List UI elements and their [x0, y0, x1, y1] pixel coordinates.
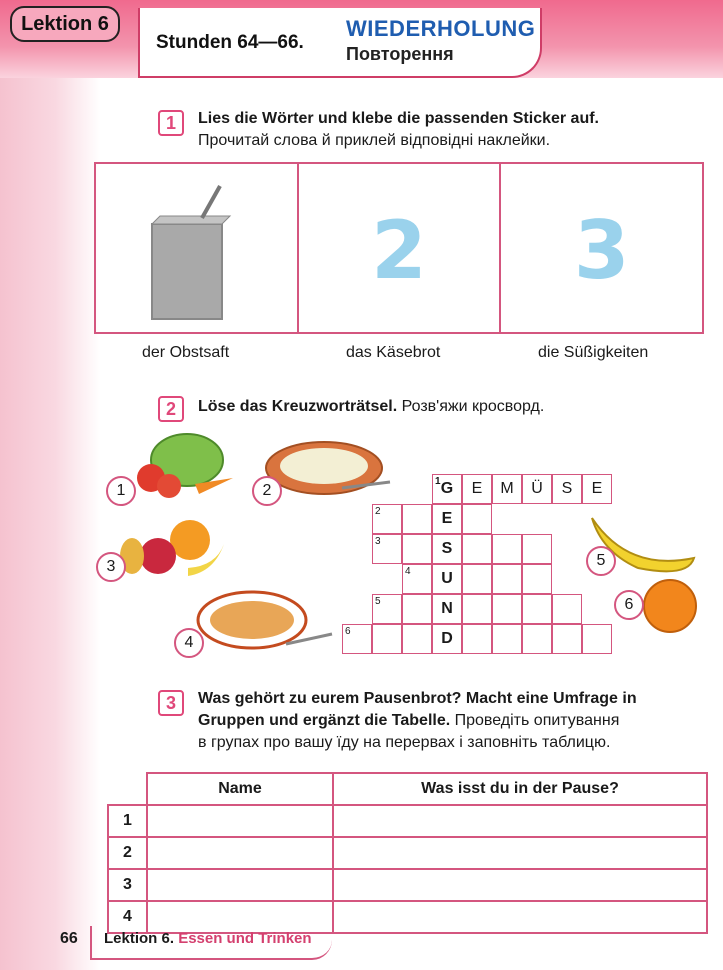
crossword-cell[interactable]	[462, 564, 492, 594]
exercise-3-number: 3	[158, 690, 184, 716]
crossword-cell[interactable]	[522, 534, 552, 564]
crossword-cell[interactable]	[462, 624, 492, 654]
lektion-tab: Lektion 6	[10, 6, 120, 42]
exercise-3-title-de-1: Was gehört zu eurem Pausenbrot? Macht eine Umfrage in	[198, 690, 637, 707]
row-number: 2	[108, 837, 147, 869]
exercise-1-title-uk: Прочитай слова й приклей відповідні наклейки.	[198, 132, 551, 149]
crossword-cell[interactable]: 3	[372, 534, 402, 564]
sticker-cell-2[interactable]	[299, 164, 502, 332]
exercise-3-title-uk-1: Проведіть опитування	[454, 712, 620, 729]
sticker-row	[94, 162, 704, 334]
exercise-2-title-uk: Розв'яжи кросворд.	[401, 398, 545, 415]
name-cell[interactable]	[147, 837, 333, 869]
page-number: 66	[60, 930, 78, 947]
footer-lektion: Lektion 6.	[104, 930, 175, 947]
crossword-cell[interactable]	[462, 534, 492, 564]
picture-number-4: 4	[174, 628, 204, 658]
crossword-cell[interactable]: 4	[402, 564, 432, 594]
crossword-cell[interactable]	[522, 564, 552, 594]
crossword-cell[interactable]: S	[432, 534, 462, 564]
crossword-cell[interactable]	[492, 534, 522, 564]
soup-bowl-icon	[196, 590, 336, 660]
exercise-3-title-uk-2: в групах про вашу їду на перервах і заповніть таблицю.	[198, 734, 611, 751]
section-title-uk: Повторення	[346, 44, 454, 64]
answer-cell[interactable]	[333, 869, 707, 901]
exercise-2-title	[198, 396, 544, 417]
sticker-cell-3[interactable]	[501, 164, 702, 332]
table-row	[108, 805, 707, 837]
crossword-cell[interactable]: E	[462, 474, 492, 504]
crossword-cell[interactable]	[522, 594, 552, 624]
crossword-cell[interactable]: E	[432, 504, 462, 534]
answer-cell[interactable]	[333, 901, 707, 933]
crossword-cell[interactable]	[492, 594, 522, 624]
crossword-cell[interactable]: 1 G	[432, 474, 462, 504]
left-margin-band	[0, 0, 100, 970]
exercise-2-number: 2	[158, 396, 184, 422]
picture-number-1: 1	[106, 476, 136, 506]
row-number: 3	[108, 869, 147, 901]
sticker-cell-juice[interactable]	[96, 164, 299, 332]
caption-obstsaft: der Obstsaft	[142, 344, 230, 361]
row-number: 1	[108, 805, 147, 837]
exercise-3-title-de-2: Gruppen und ergänzt die Tabelle.	[198, 712, 451, 729]
exercise-2-title-de: Löse das Kreuzworträtsel.	[198, 398, 398, 415]
crossword-cell[interactable]	[402, 594, 432, 624]
table-header-row	[108, 773, 707, 805]
vegetables-icon	[125, 432, 235, 502]
crossword-cell[interactable]: U	[432, 564, 462, 594]
table-row	[108, 837, 707, 869]
crossword-cell[interactable]	[462, 504, 492, 534]
crossword-cell[interactable]	[492, 564, 522, 594]
table-row	[108, 869, 707, 901]
crossword-cell[interactable]: Ü	[522, 474, 552, 504]
orange-icon	[636, 574, 706, 634]
crossword-cell[interactable]	[372, 624, 402, 654]
crossword-cell[interactable]: S	[552, 474, 582, 504]
crossword-cell[interactable]: M	[492, 474, 522, 504]
sticker-placeholder-2: 2	[371, 204, 427, 297]
crossword-cell[interactable]	[402, 624, 432, 654]
crossword-cell[interactable]: 5	[372, 594, 402, 624]
exercise-1-title-de: Lies die Wörter und klebe die passenden Sticker auf.	[198, 110, 599, 127]
column-header-name: Name	[147, 773, 333, 805]
crossword-cell[interactable]: 2	[372, 504, 402, 534]
crossword-cell[interactable]	[552, 594, 582, 624]
survey-table	[107, 772, 708, 934]
crossword-cell[interactable]	[552, 624, 582, 654]
row-number: 4	[108, 901, 147, 933]
crossword-cell[interactable]	[582, 624, 612, 654]
section-title-de: WIEDERHOLUNG	[346, 16, 536, 41]
crossword-cell[interactable]: D	[432, 624, 462, 654]
sticker-placeholder-3: 3	[573, 204, 630, 297]
exercise-3-title-line-2	[198, 710, 619, 731]
name-cell[interactable]	[147, 869, 333, 901]
picture-number-6: 6	[614, 590, 644, 620]
answer-cell[interactable]	[333, 837, 707, 869]
crossword-cell[interactable]	[402, 534, 432, 564]
crossword-cell[interactable]: N	[432, 594, 462, 624]
column-header-question: Was isst du in der Pause?	[333, 773, 707, 805]
crossword-cell[interactable]	[462, 594, 492, 624]
crossword-cell[interactable]	[492, 624, 522, 654]
crossword-cell[interactable]	[522, 624, 552, 654]
stunden-label: Stunden 64—66.	[156, 32, 304, 53]
answer-cell[interactable]	[333, 805, 707, 837]
caption-suessigkeiten: die Süßigkeiten	[538, 344, 649, 361]
crossword-cell[interactable]: E	[582, 474, 612, 504]
fruits-icon	[118, 516, 228, 586]
picture-number-3: 3	[96, 552, 126, 582]
footer-title	[104, 930, 312, 947]
footer-topic: Essen und Trinken	[178, 930, 312, 947]
caption-kaesebrot: das Käsebrot	[346, 344, 441, 361]
crossword-cell[interactable]: 6	[342, 624, 372, 654]
name-cell[interactable]	[147, 805, 333, 837]
exercise-1-number: 1	[158, 110, 184, 136]
picture-number-2: 2	[252, 476, 282, 506]
picture-number-5: 5	[586, 546, 616, 576]
juice-box-icon	[142, 184, 242, 324]
crossword-cell[interactable]	[402, 504, 432, 534]
